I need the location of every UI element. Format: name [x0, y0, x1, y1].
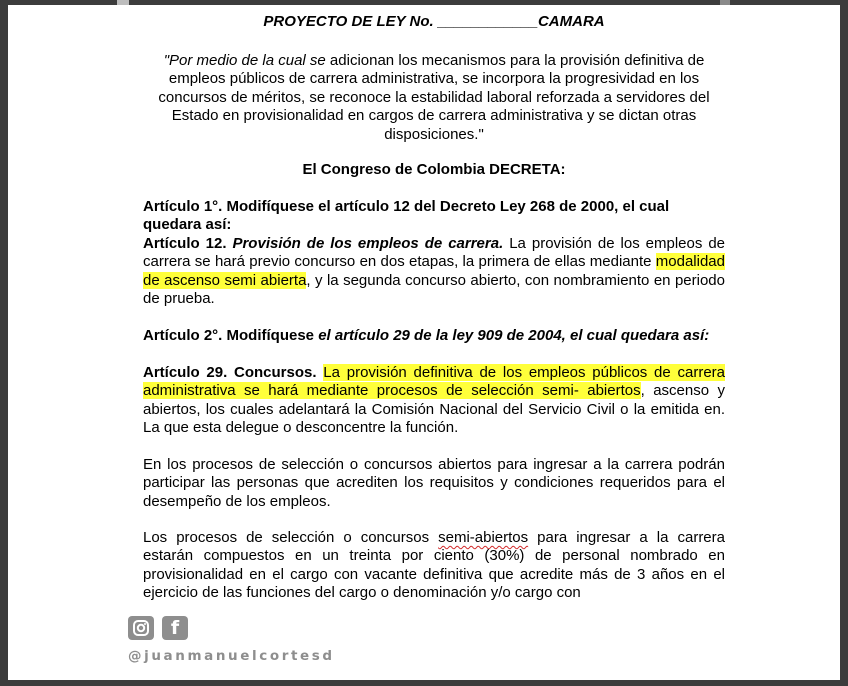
- paragraph-open-competitions: En los procesos de selección o concursos abiertos para ingresar a la carrera podrán participar las personas que acrediten los requisitos y condiciones requeridos para el desempeño de los empleos.: [143, 456, 725, 510]
- article-29: [143, 364, 725, 438]
- paragraph-rest: para ingresar a la carrera estarán compuestos en un treinta por ciento (30%) de personal nombrado en provisionalidad en el cargo con vacante definitiva que acredite más de 3 años en el ejercicio de las funciones del cargo o denominación y/o cargo con: [143, 529, 725, 602]
- watermark-handle: @juanmanuelcortesd: [128, 648, 335, 664]
- document-title: PROYECTO DE LEY No. ____________CAMARA: [263, 13, 605, 30]
- article-12-text: La provisión de los empleos de carrera se hará previo concurso en dos etapas, la primera de ellas mediante: [143, 235, 726, 271]
- article-29-label: Artículo 29. Concursos.: [143, 364, 317, 381]
- paragraph-lead: Los procesos de selección o concursos: [143, 529, 439, 546]
- article-29-text: , ascenso y abiertos, los cuales adelantará la Comisión Nacional del Servicio Civil o la emitida en. La que esta delegue o desconcentre la función.: [143, 382, 725, 437]
- article-2-italic: el artículo 29 de la ley 909 de 2004, el cual quedara así:: [318, 327, 710, 344]
- document-page: [8, 5, 840, 680]
- article-12-text-end: , y la segunda concurso abierto, con nombramiento en periodo de prueba.: [143, 271, 725, 308]
- article-12-heading: Provisión de los empleos de carrera.: [226, 235, 504, 252]
- article-12: [143, 235, 725, 309]
- bill-summary-quote: [148, 52, 720, 144]
- congress-decree-heading: El Congreso de Colombia DECRETA:: [302, 161, 566, 178]
- highlighted-text: modalidad de ascenso semi abierta: [143, 253, 725, 289]
- instagram-icon: [128, 616, 154, 640]
- spellcheck-flagged-word: semi-abiertos: [438, 529, 529, 546]
- article-2-lead: Artículo 2°. Modifíquese: [143, 327, 319, 344]
- article-12-label: Artículo 12.: [143, 235, 227, 252]
- highlighted-text: La provisión definitiva de los empleos públicos de carrera administrativa se hará mediante procesos de selección semi- abiertos: [143, 364, 725, 400]
- quote-italic-lead: "Por medio de la cual se: [163, 52, 326, 69]
- article-2: [143, 327, 725, 345]
- quote-text: adicionan los mecanismos para la provisión definitiva de empleos públicos de carrera administrativa, se incorpora la progresividad en los concursos de méritos, se reconoce la estabilidad laboral reforzada a servidores del Estado en provisionalidad en cargos de carrera administrativa y se dictan otras disposiciones.": [158, 52, 710, 143]
- paragraph-semi-open-competitions: [143, 529, 725, 603]
- facebook-icon: f: [162, 616, 188, 640]
- article-1: Artículo 1°. Modifíquese el artículo 12 del Decreto Ley 268 de 2000, el cual quedara así:: [143, 198, 670, 234]
